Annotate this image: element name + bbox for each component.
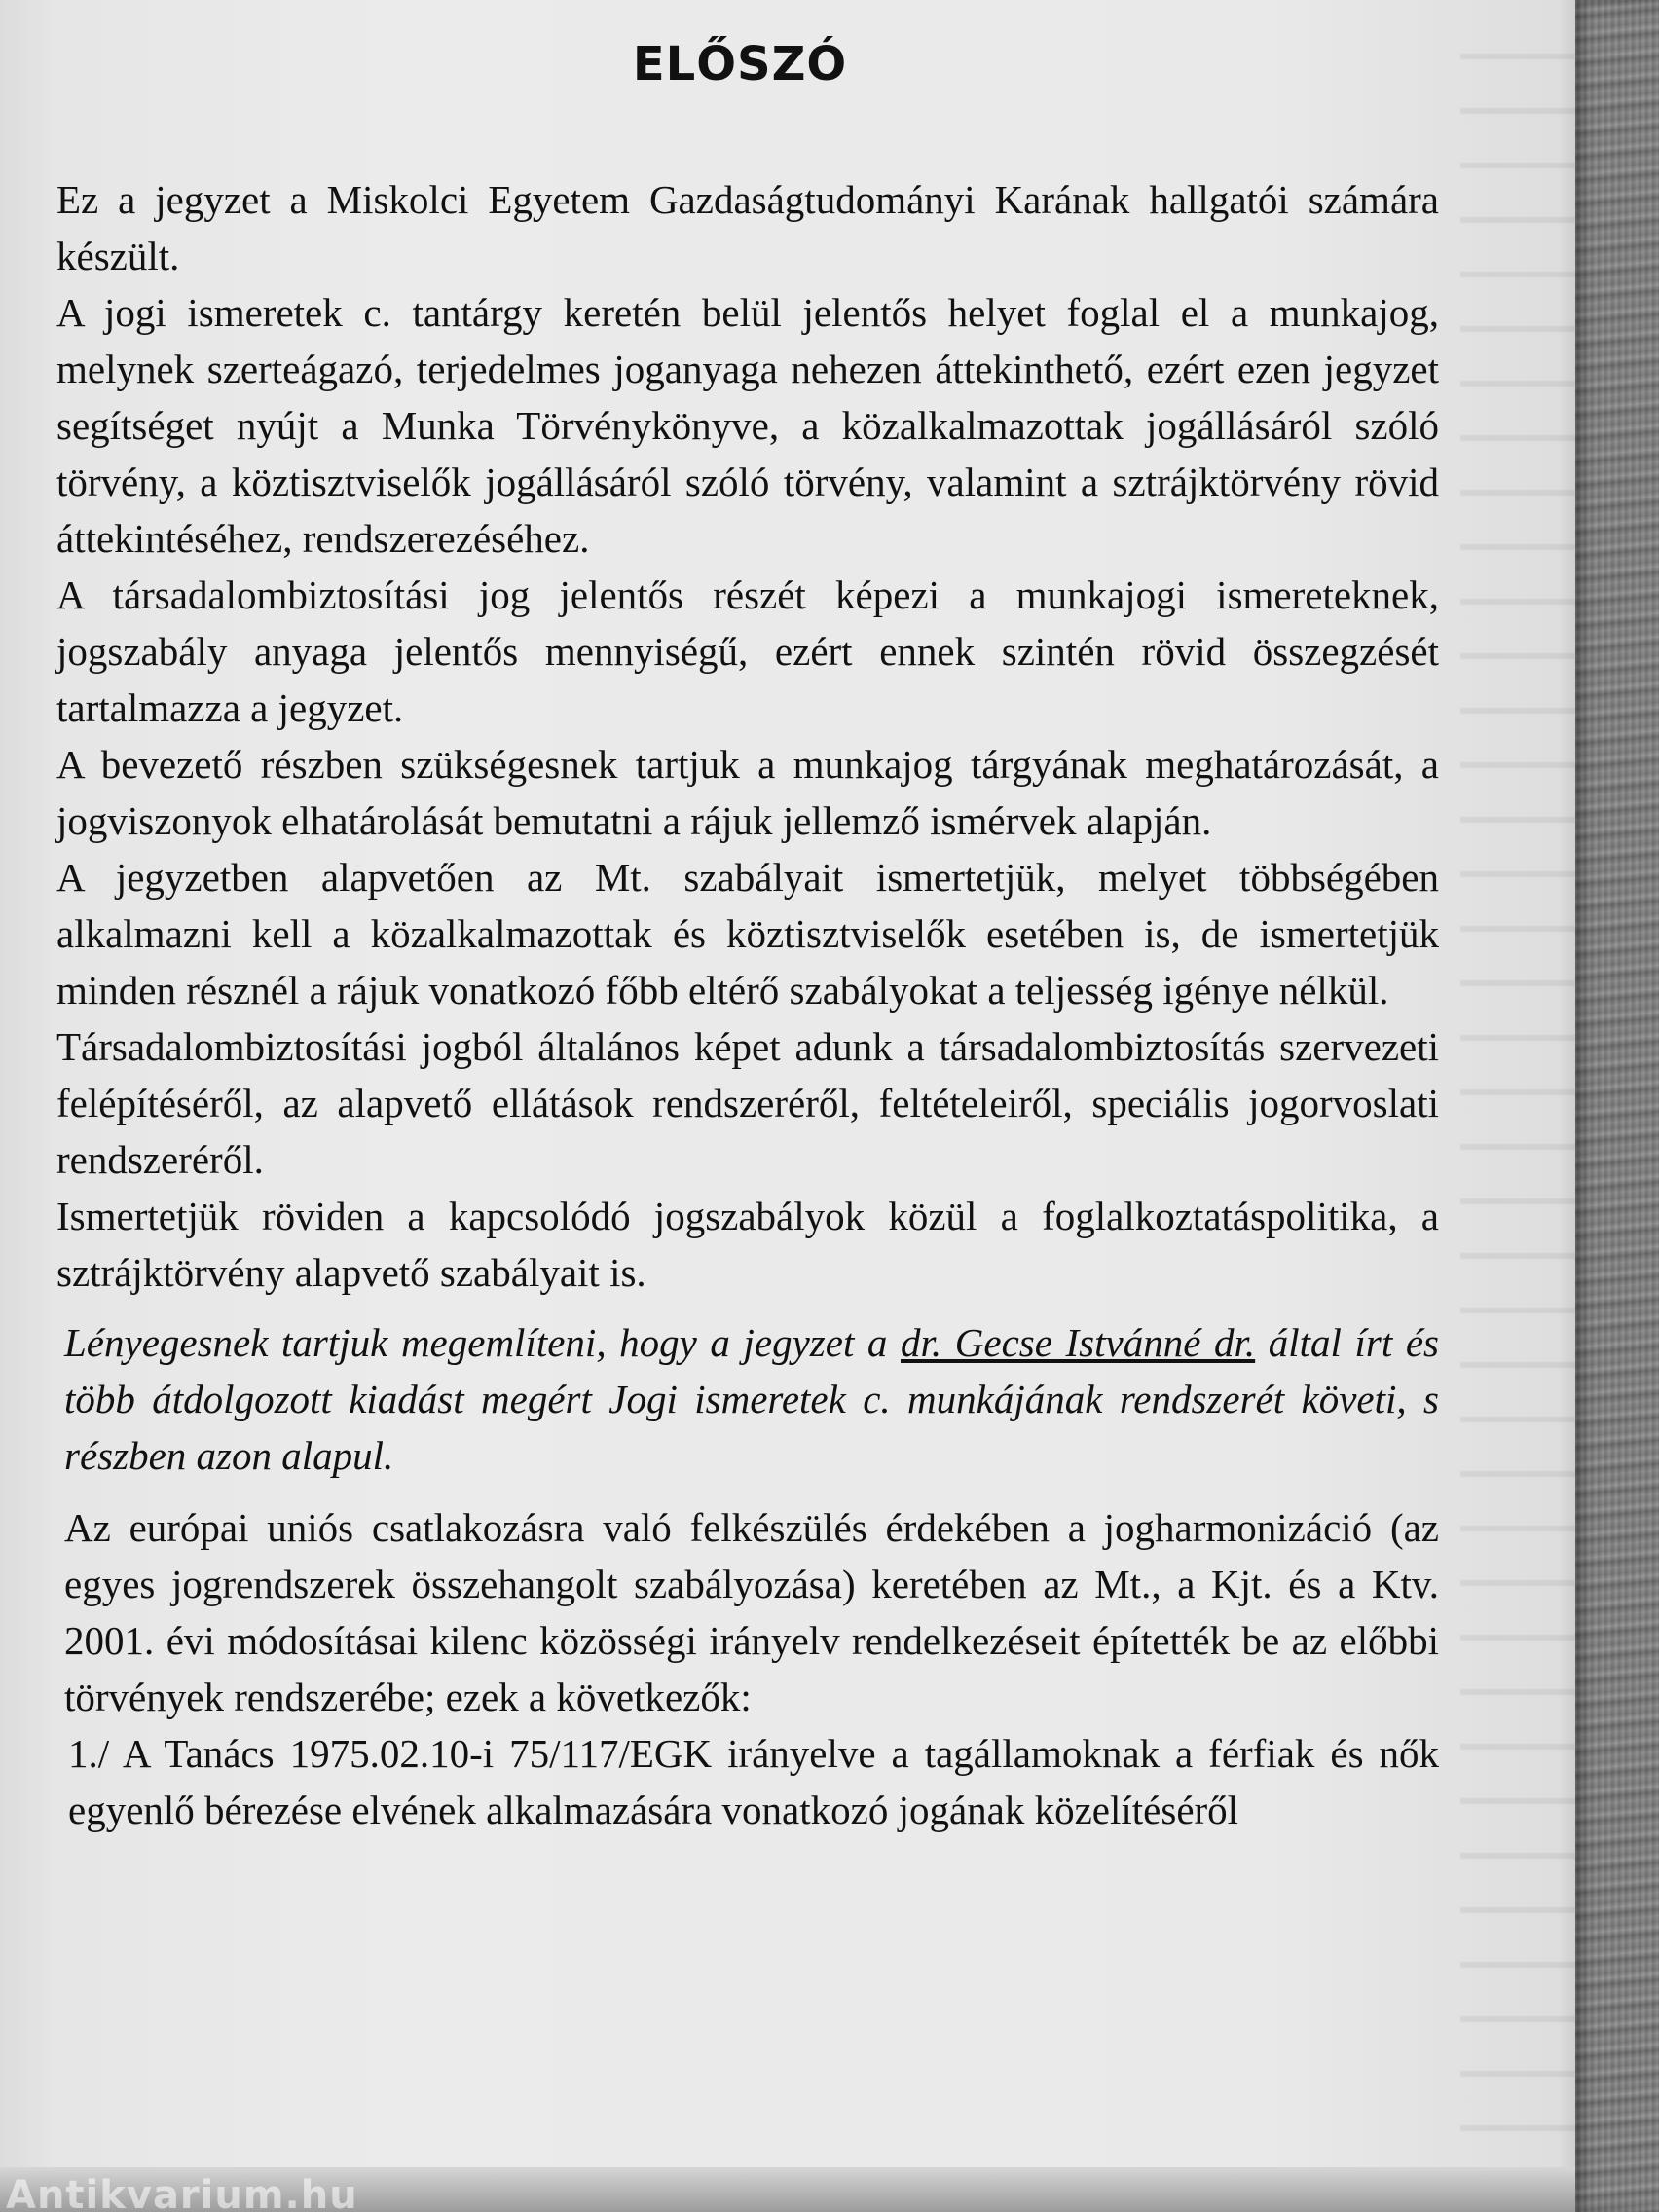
paragraph-6: Társadalombiztosítási jogból általános képet adunk a társadalombiztosítás szervezeti felépítéséről, az alapvető ellátások rendszeréről, feltételeiről, speciális jogorvoslati rendszeréről. [56,1024,1439,1182]
acknowledgement-before: Lényegesnek tartjuk megemlíteni, hogy a jegyzet a [64,1320,902,1365]
paragraph-2: A jogi ismeretek c. tantárgy keretén belül jelentős helyet foglal el a munkajog, melynek szerteágazó, terjedelmes joganyaga nehezen áttekinthető, ezért ezen jegyzet segítséget nyújt a Munka Törvénykönyve, a közalkalmazottak jogállásáról szóló törvény, a köztisztviselők jogállásáról szóló törvény, valamint a sztrájktörvény rövid áttekintéséhez, rendszerezéséhez. [56,290,1439,561]
show-through-text [1460,19,1577,2142]
author-name: dr. Gecse Istvánné dr. [901,1320,1256,1365]
paragraph-7: Ismertetjük röviden a kapcsolódó jogszabályok közül a foglalkoztatáspolitika, a sztrájktörvény alapvető szabályait is. [56,1194,1439,1295]
paragraph-3: A társadalombiztosítási jog jelentős részét képezi a munkajogi ismereteknek, jogszabály anyaga jelentős mennyiségű, ezért ennek szintén rövid összegzését tartalmazza a jegyzet. [56,572,1439,730]
watermark: Antikvarium.hu [6,2173,358,2212]
eu-harmonization-paragraph: Az európai uniós csatlakozásra való felkészülés érdekében a jogharmonizáció (az egyes jogrendszerek összehangolt szabályozása) keretében az Mt., a Kjt. és a Ktv. 2001. évi módosításai kilenc közösségi irányelv rendelkezéseit építették be az előbbi törvények rendszerébe; ezek a következők: [64,1505,1439,1719]
directive-item-1: 1./ A Tanács 1975.02.10-i 75/117/EGK irányelve a tagállamoknak a férfiak és nők egyenlő bérezése elvének alkalmazására vonatkozó jogának közelítéséről [68,1731,1439,1832]
book-page-edges [1575,0,1659,2212]
paragraph-5: A jegyzetben alapvetően az Mt. szabályait ismertetjük, melyet többségében alkalmazni kell a közalkalmazottak és köztisztviselők esetében is, de ismertetjük minden résznél a rájuk vonatkozó főbb eltérő szabályokat a teljesség igénye nélkül. [56,855,1439,1013]
page-title: ELŐSZÓ [632,37,848,92]
acknowledgement-after: által írt és több átdolgozott kiadást megért Jogi ismeretek c. munkájának rendszerét követi, s részben azon alapul. [64,1320,1439,1478]
paragraph-4: A bevezető részben szükségesnek tartjuk a munkajog tárgyának meghatározását, a jogviszonyok elhatárolását bemutatni a rájuk jellemző ismérvek alapján. [56,742,1439,843]
paragraph-1: Ez a jegyzet a Miskolci Egyetem Gazdaságtudományi Karának hallgatói számára készült. [56,177,1439,278]
italic-acknowledgement [56,1314,1439,1484]
foreword-body [56,171,1439,1838]
